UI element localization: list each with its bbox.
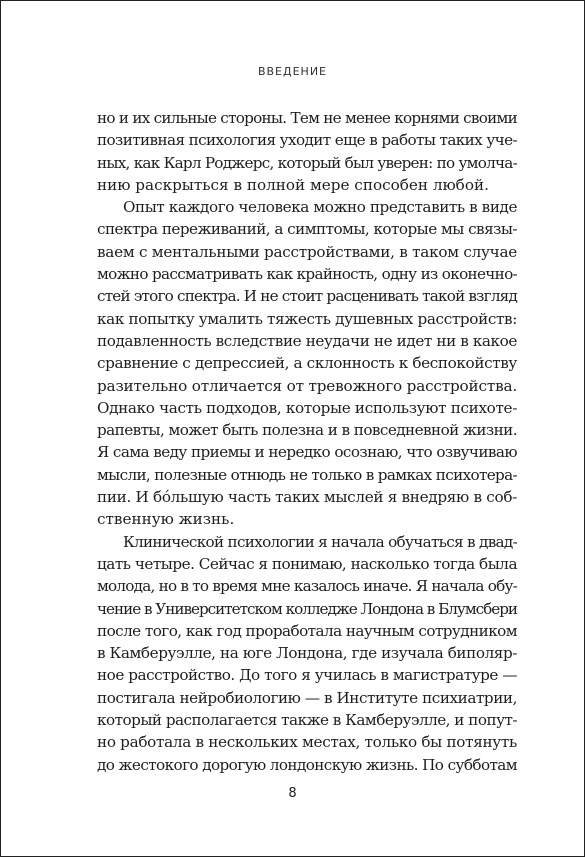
text-line: подавленность вследствие неудачи не идет ни в какое (97, 331, 517, 350)
text-line: молода, но в то время мне казалось иначе. Я начала обу- (97, 577, 517, 596)
text-line: Однако часть подходов, которые используют психоте- (97, 398, 517, 417)
text-line: нию раскрыться в полной мере способен любой. (97, 175, 489, 194)
text-line: ных, как Карл Роджерс, который был уверен: по умолча- (97, 153, 517, 172)
text-line: спектра переживаний, а симптомы, которые мы связы- (97, 220, 517, 239)
paragraph (97, 531, 517, 776)
text-line: сравнение с депрессией, а склонность к беспокойству (97, 354, 517, 373)
paragraph (97, 107, 517, 196)
running-head: ВВЕДЕНИЕ (257, 65, 328, 78)
text-line: цать четыре. Сейчас я понимаю, насколько тогда была (97, 554, 518, 573)
text-line: мысли, полезные отнюдь не только в рамках психотера- (97, 465, 518, 484)
text-line: который располагается также в Камберуэлле, и попут- (97, 711, 517, 730)
text-line: как попытку умалить тяжесть душевных расстройств: (97, 309, 517, 328)
text-line: можно рассматривать как крайность, одну из оконечно- (97, 265, 517, 284)
text-line: до жестокого дорогую лондонскую жизнь. По субботам (97, 755, 517, 774)
text-line: постигала нейробиологию — в Институте психиатрии, (97, 688, 517, 707)
text-line: ное расстройство. До того я училась в магистратуре — (97, 666, 518, 685)
text-line: чение в Университетском колледже Лондона в Блумсбери (97, 599, 517, 618)
text-line: Опыт каждого человека можно представить в виде (123, 198, 518, 217)
text-line: разительно отличается от тревожного расстройства. (97, 376, 517, 395)
page-number: 8 (288, 786, 297, 801)
text-line: рапевты, может быть полезна и в повседневной жизни. (97, 421, 517, 440)
text-line: но работала в нескольких местах, только бы потянуть (97, 733, 517, 752)
text-line: после того, как год проработала научным сотрудником (97, 621, 517, 640)
text-line: пии. И бóльшую часть таких мыслей я внедряю в соб- (97, 488, 517, 507)
text-line: Я сама веду приемы и нередко осознаю, что озвучиваю (97, 443, 517, 462)
paragraph (97, 196, 517, 530)
text-line: ваем с ментальными расстройствами, в таком случае (97, 242, 518, 261)
text-line: в Камберуэлле, на юге Лондона, где изучала биполяр- (97, 644, 517, 663)
text-line: но и их сильные стороны. Тем не менее корнями своими (97, 109, 517, 127)
text-line: стей этого спектра. И не стоит расценивать такой взгляд (97, 287, 517, 306)
text-line: позитивная психология уходит еще в работы таких уче- (97, 131, 517, 150)
text-line: ственную жизнь. (97, 510, 235, 529)
text-line: Клинической психологии я начала обучаться в двад- (123, 532, 518, 551)
body-text (97, 107, 517, 776)
